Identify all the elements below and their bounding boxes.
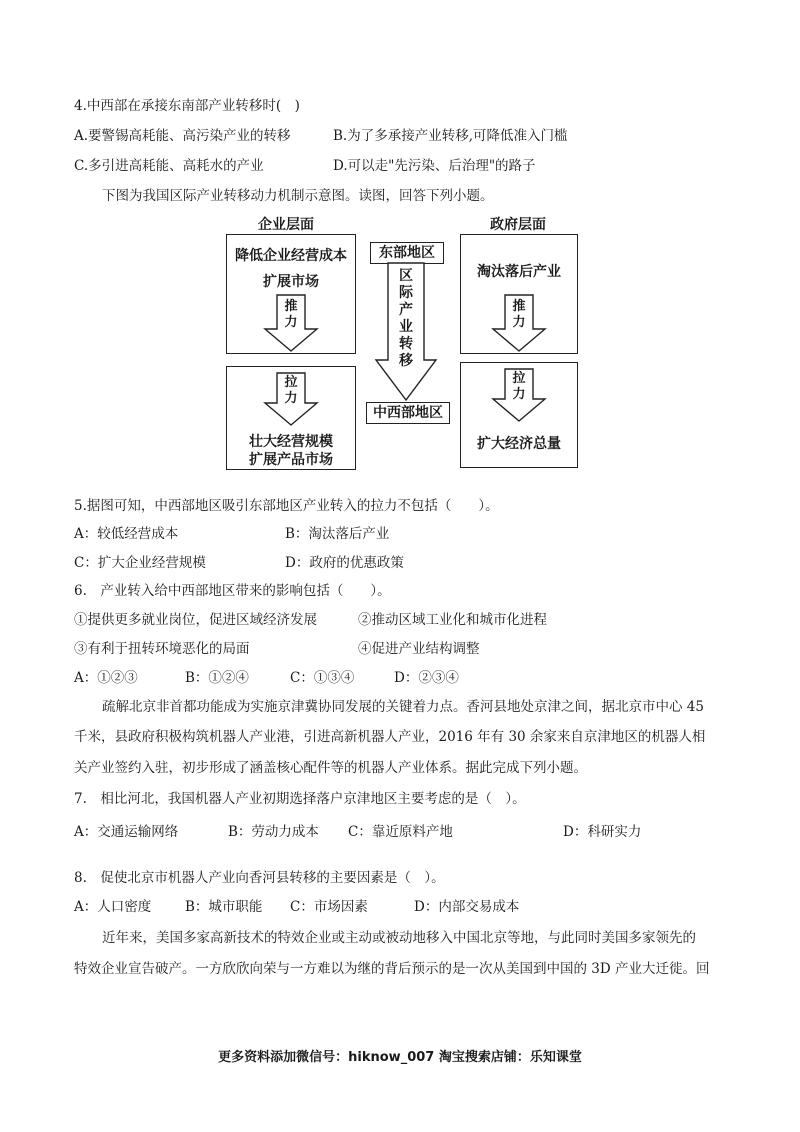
- q6-stem: 6. 产业转入给中西部地区带来的影响包括（ ）。: [74, 583, 391, 599]
- enterprise-pull-box: [226, 366, 356, 470]
- q5-option-c: C：扩大企业经营规模: [74, 555, 206, 571]
- passage2-line1: 近年来，美国多家高新技术的特效企业或主动或被动地移入中国北京等地，与此同时美国多家领先的: [102, 930, 696, 946]
- government-top-text: 淘汰落后产业: [477, 264, 561, 280]
- q7-option-c: C：靠近原料产地: [348, 824, 453, 840]
- q7-option-a: A：交通运输网络: [74, 824, 179, 840]
- transfer-char-5: 转: [399, 336, 413, 352]
- q8-stem: 8. 促使北京市机器人产业向香河县转移的主要因素是（ ）。: [74, 870, 445, 886]
- gov-push-char-1: 推: [512, 299, 526, 314]
- pull-char-1: 拉: [284, 375, 298, 390]
- government-pull-box: [460, 362, 578, 468]
- q5-option-d: D：政府的优惠政策: [285, 555, 404, 571]
- q4-option-d: D.可以走"先污染、后治理"的路子: [333, 158, 536, 174]
- q7-option-b: B：劳动力成本: [228, 824, 319, 840]
- q5-option-b: B：淘汰落后产业: [285, 526, 390, 542]
- q7-option-d: D：科研实力: [563, 824, 642, 840]
- transfer-char-2: 际: [399, 285, 413, 301]
- q8-option-c: C：市场因素: [290, 899, 368, 915]
- government-push-box: [460, 234, 578, 354]
- q6-option-d: D：②③④: [394, 670, 459, 686]
- q6-statement-2: ②推动区域工业化和城市化进程: [358, 612, 547, 628]
- q4-option-a: A.要警锡高耗能、高污染产业的转移: [74, 128, 291, 144]
- enterprise-bottom-line2: 扩展产品市场: [249, 452, 333, 468]
- enterprise-level-header: 企业层面: [258, 217, 314, 233]
- central-west-region-box: 中西部地区: [366, 402, 450, 424]
- q7-stem: 7. 相比河北，我国机器人产业初期选择落户京津地区主要考虑的是（ ）。: [74, 791, 526, 807]
- government-bottom-text: 扩大经济总量: [477, 436, 561, 452]
- q6-option-a: A：①②③: [74, 670, 138, 686]
- gov-pull-char-2: 力: [512, 387, 526, 402]
- passage2-line2: 特效企业宣告破产。一方欣欣向荣与一方难以为继的背后预示的是一次从美国到中国的 3D 产业大迁徙。回: [74, 961, 710, 977]
- east-region-box: 东部地区: [370, 242, 444, 264]
- passage1-line1: 疏解北京非首都功能成为实施京津冀协同发展的关键着力点。香河县地处京津之间，据北京市中心 45: [102, 699, 704, 715]
- q6-statement-3: ③有利于扭转环境恶化的局面: [74, 641, 250, 657]
- enterprise-push-box: [226, 234, 356, 354]
- gov-pull-char-1: 拉: [512, 371, 526, 386]
- transfer-char-4: 业: [399, 319, 413, 335]
- enterprise-bottom-line1: 壮大经营规模: [249, 434, 333, 450]
- q6-statement-1: ①提供更多就业岗位，促进区域经济发展: [74, 612, 317, 628]
- q8-option-d: D：内部交易成本: [414, 899, 520, 915]
- transfer-char-6: 移: [399, 353, 413, 369]
- q4-option-b: B.为了多承接产业转移,可降低准入门槛: [333, 128, 568, 144]
- transfer-char-3: 产: [399, 302, 413, 318]
- government-level-header: 政府层面: [490, 217, 546, 233]
- q5-option-a: A：较低经营成本: [74, 526, 179, 542]
- q6-option-b: B：①②④: [185, 670, 249, 686]
- q6-statement-4: ④促进产业结构调整: [358, 641, 480, 657]
- q4-option-c: C.多引进高耗能、高耗水的产业: [74, 158, 264, 174]
- push-char-1: 推: [284, 299, 298, 314]
- q6-option-c: C：①③④: [290, 670, 355, 686]
- q8-option-a: A：人口密度: [74, 899, 152, 915]
- passage1-line2: 千米，县政府积极构筑机器人产业港，引进高新机器人产业，2016 年有 30 余家来自京津地区的机器人相: [74, 729, 706, 745]
- q5-stem: 5.据图可知，中西部地区吸引东部地区产业转入的拉力不包括（ ）。: [74, 498, 499, 514]
- q4-stem: 4.中西部在承接东南部产业转移时( ): [74, 98, 300, 114]
- transfer-char-1: 区: [399, 268, 413, 284]
- pull-char-2: 力: [284, 391, 298, 406]
- footer-promo: 更多资料添加微信号：hiknow_007 淘宝搜索店铺：乐知课堂: [218, 1050, 582, 1065]
- gov-push-char-2: 力: [512, 315, 526, 330]
- passage1-line3: 关产业签约入驻，初步形成了涵盖核心配件等的机器人产业体系。据此完成下列小题。: [74, 760, 587, 776]
- diagram-intro: 下图为我国区际产业转移动力机制示意图。读图，回答下列小题。: [102, 188, 494, 204]
- enterprise-top-line2: 扩展市场: [263, 274, 319, 290]
- push-char-2: 力: [284, 315, 298, 330]
- q8-option-b: B：城市职能: [185, 899, 263, 915]
- enterprise-top-line1: 降低企业经营成本: [235, 248, 347, 264]
- industry-transfer-diagram: [218, 214, 588, 476]
